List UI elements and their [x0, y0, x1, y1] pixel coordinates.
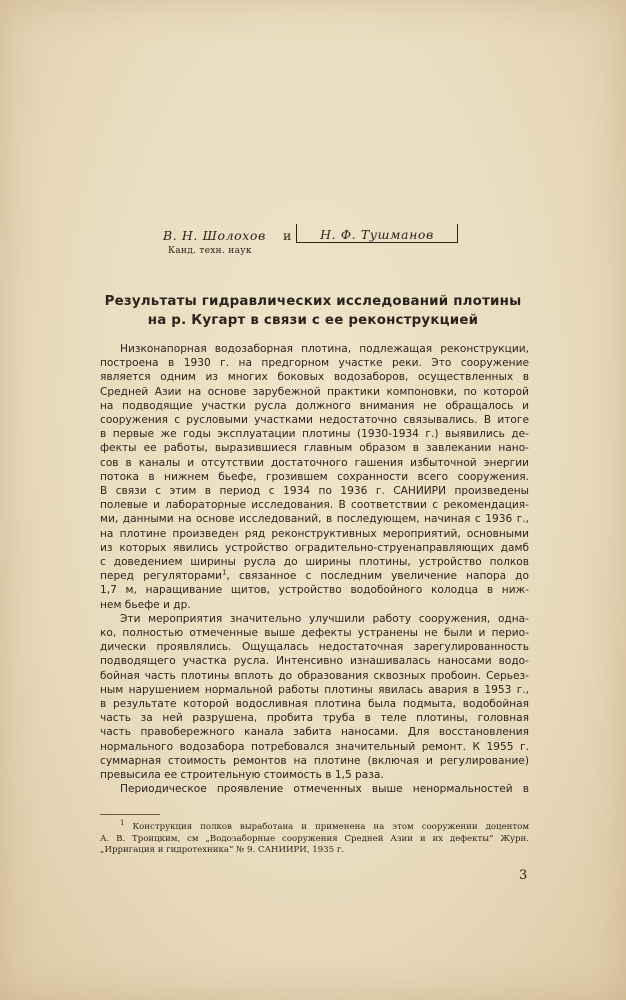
- text-line: часть правобережного канала забита наносами. Для восстановления: [100, 726, 529, 739]
- footnote-line: [100, 819, 529, 834]
- text-line: из которых явились устройство оградительно-струенаправляющих дамб: [100, 541, 529, 554]
- text-line: на подводящие участки русла должного внимания не обращалось и: [100, 399, 529, 412]
- author-conjunction: и: [283, 228, 292, 243]
- text-line: Средней Азии на основе зарубежной практики компоновки, по которой: [100, 385, 529, 398]
- text-line: нормального водозабора потребовался значительный ремонт. К 1955 г.: [100, 740, 529, 753]
- text-line: полевые и лабораторные исследования. В соответствии с рекомендация-: [100, 499, 529, 512]
- text-line: подводящего участка русла. Интенсивно изнашивалась наносами водо-: [100, 655, 529, 668]
- text-line-with-footnote: [100, 569, 529, 583]
- text-line: суммарная стоимость ремонтов на плотине (включая и регулирование): [100, 754, 529, 767]
- text-line: Низконапорная водозаборная плотина, подлежащая реконструкции,: [120, 343, 529, 355]
- paragraph-1: [100, 342, 529, 612]
- text-fragment: перед регуляторами: [100, 570, 223, 583]
- footnote-line: „Ирригация и гидротехника“ № 9. САНИИРИ, 1935 г.: [100, 845, 345, 855]
- author-second-framed: Н. Ф. Тушманов: [296, 224, 458, 243]
- text-line: сооружения с русловыми участками недостаточно связывались. В итоге: [100, 414, 529, 427]
- text-line: фекты ее работы, выразившиеся главным образом в завлекании нано-: [100, 442, 529, 455]
- text-line: потока в нижнем бьефе, грозившем сохранности всего сооружения.: [100, 470, 529, 483]
- article-body: [100, 342, 529, 797]
- footnote-rule: [100, 814, 160, 815]
- author-first: В. Н. Шолохов: [163, 228, 266, 243]
- text-line: в результате которой водосливная плотина была подмыта, водобойная: [100, 698, 529, 711]
- text-line: построена в 1930 г. на предгорном участке реки. Это сооружение: [100, 357, 529, 370]
- footnote-reference[interactable]: 1: [222, 568, 227, 577]
- text-line: дически проявлялись. Ощущалась недостаточная зарегулированность: [100, 641, 529, 654]
- text-line: Периодическое проявление отмеченных выше ненормальностей в: [120, 783, 529, 796]
- text-line: сов в каналы и отсутствии достаточного гашения избыточной энергии: [100, 456, 529, 469]
- footnote-line: А. В. Троицким, см „Водозаборные сооружения Средней Азии и их дефекты“ Журн.: [100, 833, 529, 844]
- page-number: 3: [519, 868, 528, 883]
- text-line: является одним из многих боковых водозаборов, осуществленных в: [100, 371, 529, 384]
- text-line: Эти мероприятия значительно улучшили работу сооружения, одна-: [120, 612, 529, 625]
- text-line: ми, данными на основе исследований, в последующем, начиная с 1936 г.,: [100, 513, 529, 526]
- text-line: превысила ее строительную стоимость в 1,5 раза.: [100, 769, 384, 782]
- text-line: ным нарушением нормальной работы плотины явилась авария в 1953 г.,: [100, 683, 529, 696]
- text-line: нем бьефе и др.: [100, 598, 191, 611]
- text-line: на плотине произведен ряд реконструктивных мероприятий, основными: [100, 527, 529, 540]
- authors-block: [163, 224, 493, 264]
- paragraph-2: [100, 612, 529, 782]
- text-line: В связи с этим в период с 1934 по 1936 г. САНИИРИ произведены: [100, 485, 529, 498]
- text-line: бойная часть плотины вплоть до образования сквозных пробоин. Серьез-: [100, 669, 529, 682]
- footnote: [100, 819, 529, 857]
- text-line: с доведением ширины русла до ширины плотины, устройство полков: [100, 556, 529, 569]
- text-line: часть за ней разрушена, пробита труба в теле плотины, головная: [100, 712, 529, 725]
- title-line-2: на р. Кугарт в связи с ее реконструкцией: [147, 313, 479, 328]
- text-fragment: , связанное с последним увеличение напора до: [226, 570, 529, 583]
- paragraph-3: [100, 782, 529, 796]
- article-title: [60, 292, 566, 330]
- text-line: 1,7 м, наращивание щитов, устройство водобойного колодца в ниж-: [100, 584, 529, 597]
- footnote-text: Конструкция полков выработана и применена на этом сооружении доцентом: [124, 822, 529, 832]
- title-line-1: Результаты гидравлических исследований плотины: [104, 294, 522, 309]
- footnote-marker: 1: [120, 819, 125, 828]
- text-line: ко, полностью отмеченные выше дефекты устранены не были и перио-: [100, 627, 529, 640]
- text-line: в первые же годы эксплуатации плотины (1930-1934 г.) выявились де-: [100, 428, 529, 441]
- author-degree: Канд. техн. наук: [168, 246, 252, 256]
